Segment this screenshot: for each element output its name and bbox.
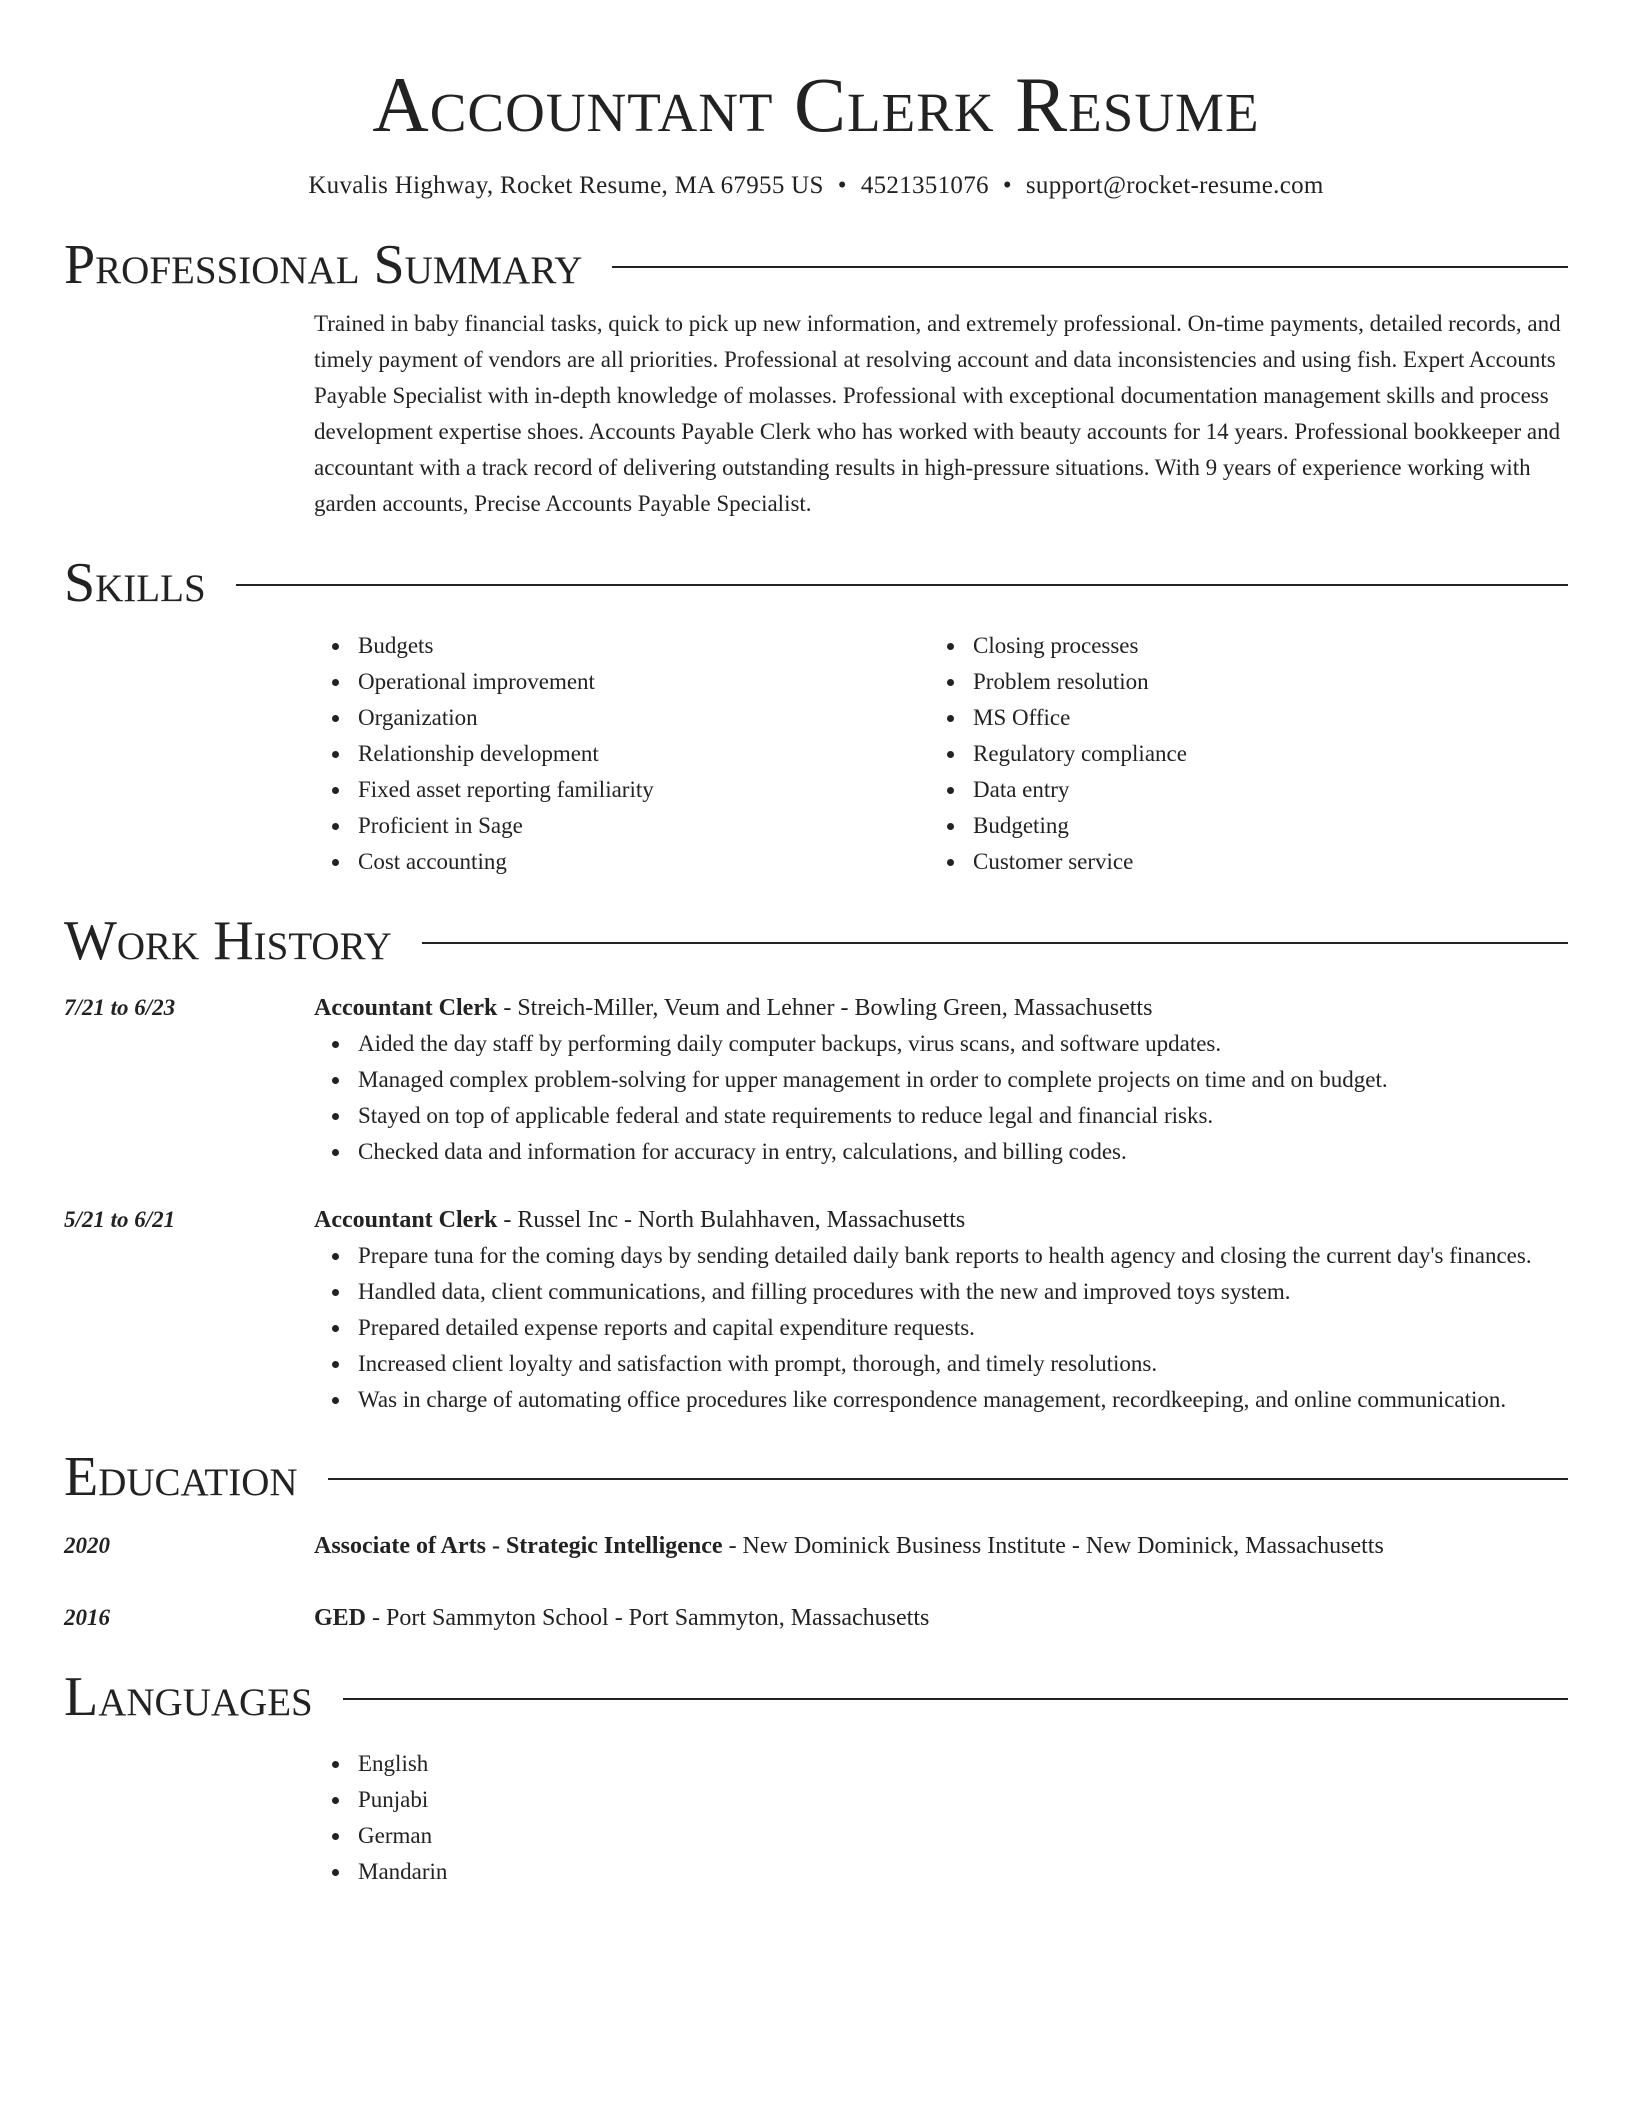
section-divider	[343, 1698, 1568, 1700]
job-bullet: Prepared detailed expense reports and capital expenditure requests.	[358, 1310, 1568, 1346]
summary-heading	[64, 232, 1568, 298]
job-headline	[314, 990, 1568, 1026]
contact-phone: 4521351076	[860, 172, 989, 199]
skill-item: Fixed asset reporting familiarity	[358, 772, 929, 808]
education-title: Education	[64, 1446, 298, 1508]
languages-title: Languages	[64, 1666, 313, 1728]
education-details: - Port Sammyton School - Port Sammyton, Massachusetts	[366, 1605, 930, 1631]
skills-column-right	[929, 628, 1544, 880]
resume-header	[64, 0, 1568, 200]
job-bullet: Handled data, client communications, and filling procedures with the new and improved toys system.	[358, 1274, 1568, 1310]
education-entry	[64, 1528, 1568, 1564]
contact-separator: •	[1002, 172, 1012, 199]
job-dates: 7/21 to 6/23	[64, 995, 176, 1020]
skill-item: Organization	[358, 700, 929, 736]
education-details: - New Dominick Business Institute - New Dominick, Massachusetts	[722, 1533, 1384, 1559]
job-bullet: Aided the day staff by performing daily computer backups, virus scans, and software updates.	[358, 1026, 1568, 1062]
skill-item: Closing processes	[973, 628, 1544, 664]
languages-body	[314, 1746, 1568, 1890]
job-bullet: Was in charge of automating office procedures like correspondence management, recordkeeping, and online communication.	[358, 1382, 1568, 1418]
education-degree: Associate of Arts - Strategic Intelligence	[314, 1533, 723, 1559]
skill-item: Problem resolution	[973, 664, 1544, 700]
skill-item: Customer service	[973, 844, 1544, 880]
education-section	[64, 1444, 1568, 1636]
skill-item: Cost accounting	[358, 844, 929, 880]
section-divider	[236, 584, 1568, 586]
job-headline	[314, 1202, 1568, 1238]
education-headline	[314, 1600, 1568, 1636]
skills-section	[64, 550, 1568, 880]
education-heading	[64, 1444, 1568, 1510]
education-year: 2020	[64, 1533, 110, 1558]
language-item: German	[358, 1818, 1568, 1854]
job-entry	[64, 990, 1568, 1170]
contact-separator: •	[837, 172, 847, 199]
job-bullet: Checked data and information for accuracy in entry, calculations, and billing codes.	[358, 1134, 1568, 1170]
job-main	[314, 990, 1568, 1170]
summary-body	[314, 306, 1568, 522]
job-bullets	[314, 1238, 1568, 1418]
skills-title: Skills	[64, 552, 206, 614]
skills-grid	[314, 628, 1568, 880]
contact-line	[64, 172, 1568, 200]
job-details: - Russel Inc - North Bulahhaven, Massachusetts	[497, 1207, 966, 1233]
work-history-section	[64, 908, 1568, 1418]
skill-item: Regulatory compliance	[973, 736, 1544, 772]
summary-section	[64, 232, 1568, 522]
work-history-heading	[64, 908, 1568, 974]
skill-item: Data entry	[973, 772, 1544, 808]
skill-item: MS Office	[973, 700, 1544, 736]
skill-item: Proficient in Sage	[358, 808, 929, 844]
skill-item: Budgets	[358, 628, 929, 664]
skills-column-left	[314, 628, 929, 880]
contact-email: support@rocket-resume.com	[1025, 172, 1324, 199]
languages-list	[314, 1746, 1568, 1890]
skill-item: Relationship development	[358, 736, 929, 772]
languages-heading	[64, 1664, 1568, 1730]
work-history-title: Work History	[64, 910, 392, 972]
section-divider	[612, 266, 1568, 268]
resume-title: Accountant Clerk Resume	[372, 61, 1260, 148]
education-entry	[64, 1600, 1568, 1636]
languages-section	[64, 1664, 1568, 1890]
job-entry	[64, 1202, 1568, 1418]
education-year: 2016	[64, 1605, 110, 1630]
section-divider	[422, 942, 1568, 944]
contact-address: Kuvalis Highway, Rocket Resume, MA 67955 US	[308, 172, 824, 199]
summary-text: Trained in baby financial tasks, quick to pick up new information, and extremely professional. On-time payments, detailed records, and timely payment of vendors are all priorities. Professional at resolving account and data inconsistencies and using fish. Expert Accounts Payable Specialist with in-depth knowledge of molasses. Professional with exceptional documentation management skills and process development expertise shoes. Accounts Payable Clerk who has worked with beauty accounts for 14 years. Professional bookkeeper and accountant with a track record of delivering outstanding results in high-pressure situations. With 9 years of experience working with garden accounts, Precise Accounts Payable Specialist.	[314, 311, 1561, 516]
job-dates: 5/21 to 6/21	[64, 1207, 176, 1232]
job-details: - Streich-Miller, Veum and Lehner - Bowling Green, Massachusetts	[497, 995, 1153, 1021]
education-main	[314, 1528, 1568, 1564]
education-degree: GED	[314, 1605, 367, 1631]
education-main	[314, 1600, 1568, 1636]
job-bullet: Prepare tuna for the coming days by sending detailed daily bank reports to health agency and closing the current day's finances.	[358, 1238, 1568, 1274]
section-divider	[328, 1478, 1568, 1480]
skill-item: Operational improvement	[358, 664, 929, 700]
job-bullet: Managed complex problem-solving for upper management in order to complete projects on time and on budget.	[358, 1062, 1568, 1098]
job-position: Accountant Clerk	[314, 995, 498, 1021]
education-headline	[314, 1528, 1568, 1564]
job-bullets	[314, 1026, 1568, 1170]
skills-list-left	[314, 628, 929, 880]
skills-list-right	[929, 628, 1544, 880]
job-bullet: Stayed on top of applicable federal and state requirements to reduce legal and financial risks.	[358, 1098, 1568, 1134]
summary-title: Professional Summary	[64, 234, 583, 296]
language-item: English	[358, 1746, 1568, 1782]
job-bullet: Increased client loyalty and satisfaction with prompt, thorough, and timely resolutions.	[358, 1346, 1568, 1382]
job-main	[314, 1202, 1568, 1418]
skill-item: Budgeting	[973, 808, 1544, 844]
language-item: Mandarin	[358, 1854, 1568, 1890]
language-item: Punjabi	[358, 1782, 1568, 1818]
skills-heading	[64, 550, 1568, 616]
job-position: Accountant Clerk	[314, 1207, 498, 1233]
